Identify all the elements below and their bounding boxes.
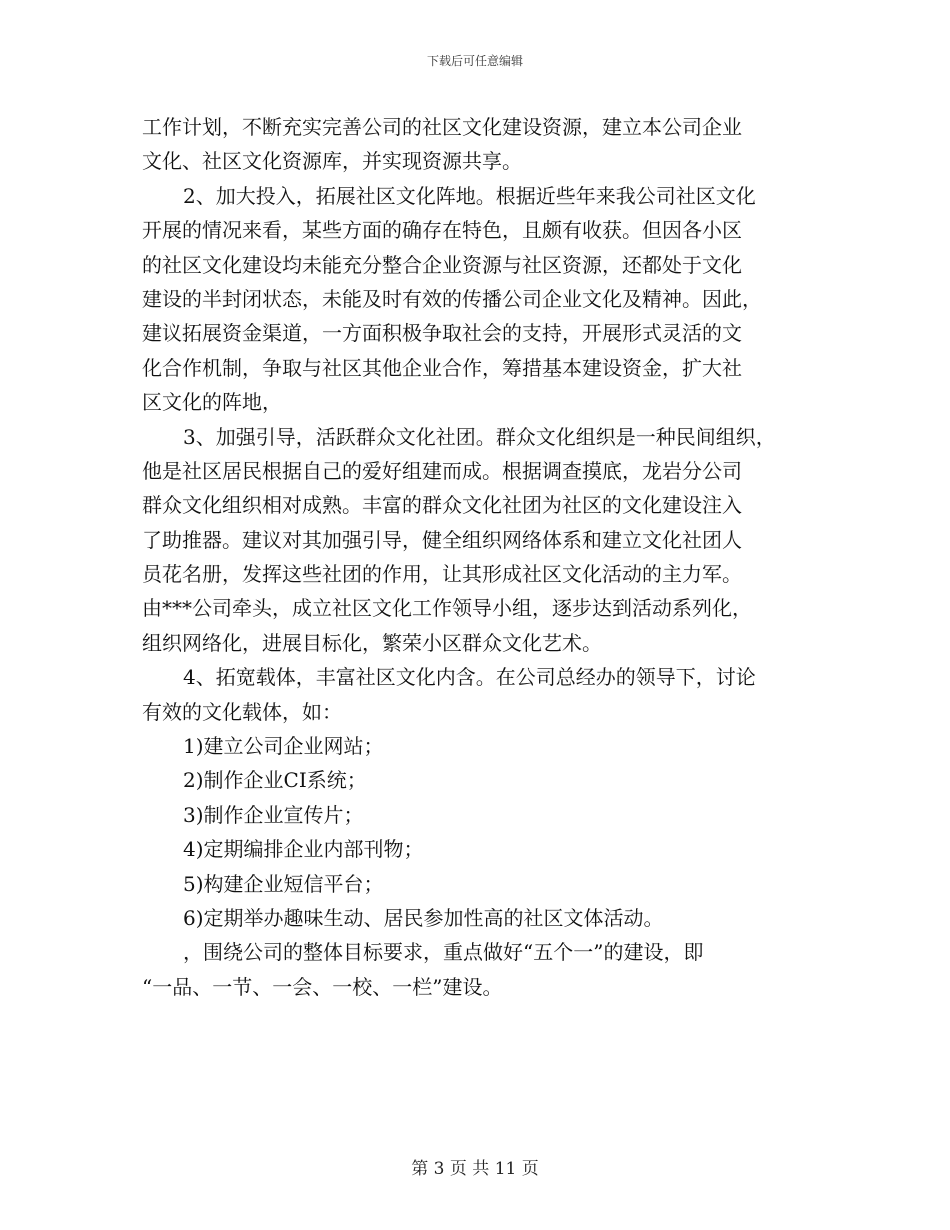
text-line: 建设的半封闭状态，未能及时有效的传播公司企业文化及精神。因此， — [142, 286, 762, 311]
text-line: 4、拓宽载体，丰富社区文化内含。在公司总经办的领导下，讨论 — [183, 665, 756, 690]
text-line: 化合作机制，争取与社区其他企业合作，筹措基本建设资金，扩大社 — [142, 355, 742, 380]
text-line: 开展的情况来看，某些方面的确存在特色，且颇有收获。但因各小区 — [142, 218, 742, 243]
text-line: 5)构建企业短信平台； — [183, 871, 384, 896]
text-line: 3)制作企业宣传片； — [183, 802, 364, 827]
text-line: 的社区文化建设均未能充分整合企业资源与社区资源，还都处于文化 — [142, 252, 742, 277]
text-line: 6)定期举办趣味生动、居民参加性高的社区文体活动。 — [183, 905, 664, 930]
page-footer: 第 3 页 共 11 页 — [411, 1159, 539, 1179]
text-line: 了助推器。建议对其加强引导，健全组织网络体系和建立文化社团人 — [142, 527, 742, 552]
text-line: 区文化的阵地， — [142, 390, 282, 415]
page-header: 下载后可任意编辑 — [426, 54, 523, 68]
text-line: 4)定期编排企业内部刊物； — [183, 837, 424, 862]
text-line: 文化、社区文化资源库，并实现资源共享。 — [142, 149, 522, 174]
text-line: “一品、一节、一会、一校、一栏”建设。 — [142, 974, 503, 999]
text-line: 3、加强引导，活跃群众文化社团。群众文化组织是一种民间组织， — [183, 424, 776, 449]
text-line: 2、加大投入，拓展社区文化阵地。根据近些年来我公司社区文化 — [183, 183, 756, 208]
text-line: 2)制作企业CI系统； — [183, 768, 367, 793]
text-line: 1)建立公司企业网站； — [183, 734, 384, 759]
text-line: ，围绕公司的整体目标要求，重点做好“五个一”的建设，即 — [183, 940, 704, 965]
text-line: 建议拓展资金渠道，一方面积极争取社会的支持，开展形式灵活的文 — [142, 321, 742, 346]
document-body — [142, 110, 822, 1004]
text-line: 由***公司牵头，成立社区文化工作领导小组，逐步达到活动系列化， — [142, 596, 752, 621]
text-line: 员花名册，发挥这些社团的作用，让其形成社区文化活动的主力军。 — [142, 562, 742, 587]
text-line: 群众文化组织相对成熟。丰富的群众文化社团为社区的文化建设注入 — [142, 493, 742, 518]
text-line: 组织网络化，进展目标化，繁荣小区群众文化艺术。 — [142, 630, 602, 655]
text-line: 工作计划，不断充实完善公司的社区文化建设资源，建立本公司企业 — [142, 115, 742, 139]
text-line: 他是社区居民根据自己的爱好组建而成。根据调查摸底，龙岩分公司 — [142, 458, 742, 483]
text-line: 有效的文化载体，如： — [142, 699, 342, 724]
